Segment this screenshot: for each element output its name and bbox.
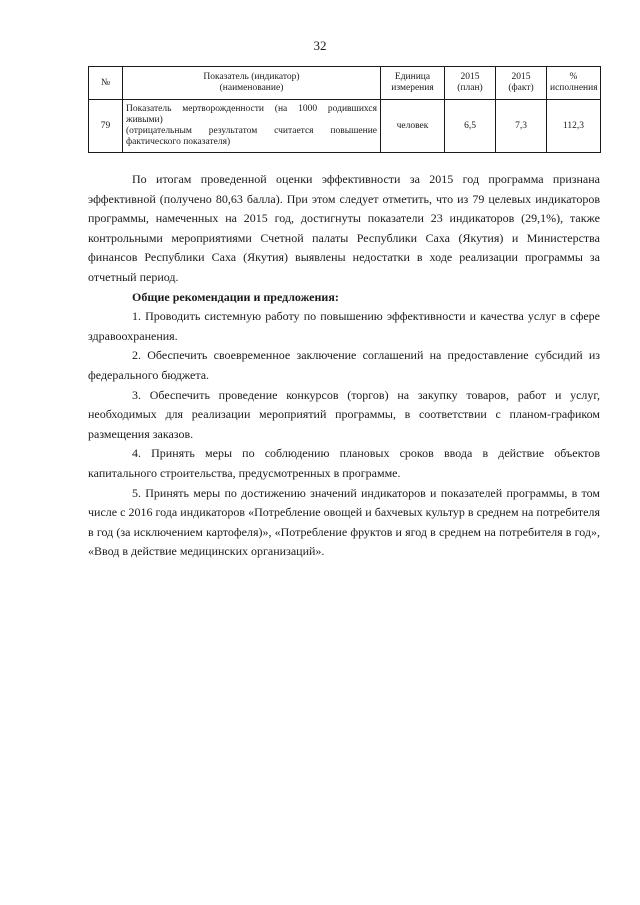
header-fact [496, 67, 547, 100]
header-unit-line2: измерения [391, 83, 434, 93]
header-fact-line2: (факт) [508, 83, 534, 93]
header-fact-line1: 2015 [511, 72, 531, 83]
document-body [88, 170, 600, 562]
header-percent-line2: исполнения [550, 83, 598, 93]
header-unit [381, 67, 445, 100]
header-plan-line1: 2015 [460, 72, 480, 83]
row-plan: 6,5 [445, 100, 496, 153]
header-percent-line1: % [569, 72, 578, 83]
row-indicator-name-line1: Показатель мертворожденности (на 1000 родившихся [126, 104, 377, 115]
header-indicator-line2: (наименование) [219, 83, 284, 93]
recommendation-item: 3. Обеспечить проведение конкурсов (торгов) на закупку товаров, работ и услуг, необходимых для реализации мероприятий программы, в соответствии с планом-графиком размещения заказов. [88, 387, 600, 441]
header-plan-line2: (план) [457, 83, 483, 93]
row-indicator-name-line4: фактического показателя) [126, 136, 231, 147]
table-header-row [89, 67, 601, 100]
table-row [89, 100, 601, 153]
row-number: 79 [89, 100, 123, 153]
header-indicator [123, 67, 381, 100]
recommendation-item: 1. Проводить системную работу по повышению эффективности и качества услуг в сфере здравоохранения. [88, 309, 600, 343]
row-percent: 112,3 [547, 100, 601, 153]
recommendation-item: 5. Принять меры по достижению значений индикаторов и показателей программы, в том числе с 2016 года индикаторов «Потребление овощей и бахчевых культур в среднем на потребителя в год (за исключением картофеля)», «Потребление фруктов и ягод в среднем на потребителя в год», «Ввод в действие медицинских организаций». [88, 485, 600, 559]
header-number: № [89, 67, 123, 100]
header-percent [547, 67, 601, 100]
recommendation-item: 2. Обеспечить своевременное заключение соглашений на предоставление субсидий из федерального бюджета. [88, 348, 600, 382]
indicators-table [88, 66, 601, 153]
row-indicator-name-line3: (отрицательным результатом считается повышение [126, 126, 377, 136]
header-indicator-line1: Показатель (индикатор) [203, 72, 300, 83]
page-number: 32 [313, 38, 327, 53]
row-indicator-name-line2: живыми) [126, 115, 163, 126]
row-fact: 7,3 [496, 100, 547, 153]
summary-paragraph: По итогам проведенной оценки эффективности за 2015 год программа признана эффективной (получено 80,63 балла). При этом следует отметить, что из 79 целевых индикаторов программы, намеченных на 2015 год, достигнуты показатели 23 индикаторов (29,1%), также контрольными мероприятиями Счетной палаты Республики Саха (Якутия) и Министерства финансов Республики Саха (Якутия) выявлены недостатки в ходе реализации программы за отчетный период. [88, 172, 600, 284]
row-unit: человек [381, 100, 445, 153]
recommendations-heading: Общие рекомендации и предложения: [132, 289, 339, 304]
recommendation-item: 4. Принять меры по соблюдению плановых сроков ввода в действие объектов капитального строительства, предусмотренных в программе. [88, 446, 600, 480]
header-unit-line1: Единица [394, 72, 431, 83]
row-indicator-name [123, 100, 381, 153]
header-plan [445, 67, 496, 100]
